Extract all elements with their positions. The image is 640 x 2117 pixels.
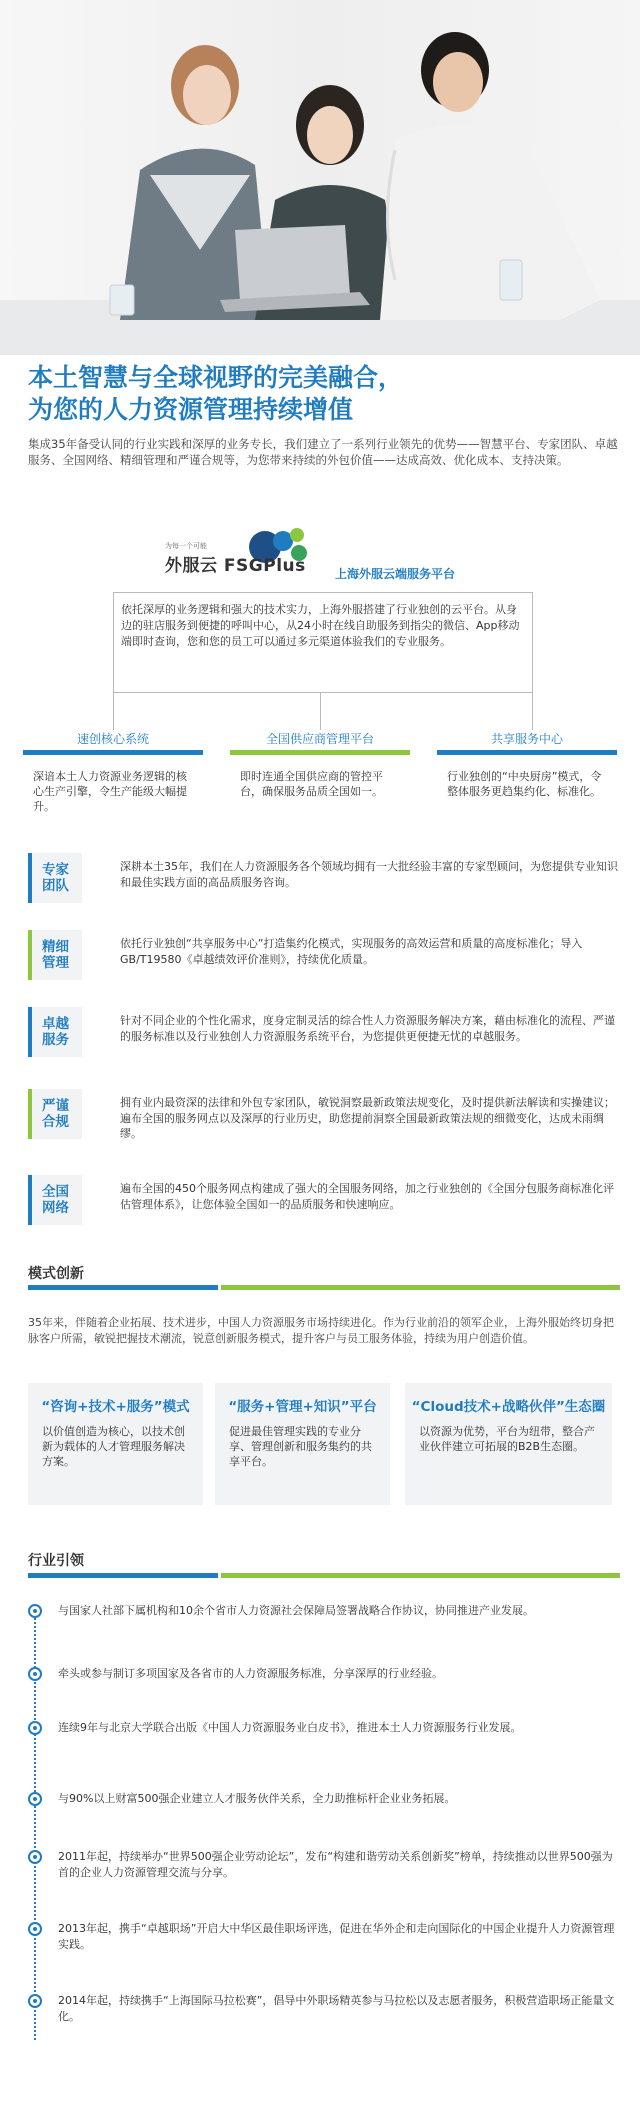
- card-title: “服务+管理+知识”平台: [228, 1399, 377, 1415]
- timeline-text: 连续9年与北京大学联合出版《中国人力资源服务业白皮书》，推进本土人力资源服务行业发展。: [58, 1721, 522, 1734]
- hero-people-illustration: [0, 0, 640, 355]
- mode-card-service: [215, 1383, 390, 1505]
- timeline-dot-icon: [28, 1721, 42, 1735]
- section-bar-industry: [28, 1573, 620, 1578]
- timeline-text: 2013年起，携手“卓越职场”开启大中华区最佳职场评选，促进在华外企和走向国际化的中国企业提升人力资源管理实践。: [58, 1922, 615, 1951]
- platform-name: 上海外服云端服务平台: [335, 567, 456, 581]
- timeline-text: 2011年起，持续举办“世界500强企业劳动论坛”，发布“构建和谐劳动关系创新奖”榜单，持续推动以世界500强为首的企业人力资源管理交流与分享。: [58, 1850, 613, 1879]
- feature-description: 拥有业内最资深的法律和外包专家团队，敏锐洞察最新政策法规变化，及时提供新法解读和实操建议；遍布全国的服务网点以及深厚的行业历史，助您提前洞察全国最新政策法规的细微变化，达成未雨绸缪。: [120, 1096, 615, 1140]
- card-text: 以价值创造为核心，以技术创新为载体的人才管理服务解决方案。: [42, 1425, 185, 1468]
- section-title-mode: 模式创新: [28, 1266, 84, 1282]
- column-text: 即时连通全国供应商的管控平台，确保服务品质全国如一。: [240, 770, 383, 798]
- connector-left: [113, 592, 114, 730]
- mode-intro: 35年来，伴随着企业拓展、技术进步，中国人力资源服务市场持续进化。作为行业前沿的领军企业，上海外服始终切身把脉客户所需，敏锐把握技术潮流，锐意创新服务模式，提升客户与员工服务体验，持续为用户创造价值。: [28, 1316, 614, 1345]
- platform-divider: [113, 592, 533, 593]
- card-text: 以资源为优势，平台为纽带，整合产业伙伴建立可拓展的B2B生态圈。: [419, 1425, 595, 1453]
- feature-excellent-service: [28, 1007, 620, 1057]
- column-title: 全国供应商管理平台: [265, 732, 374, 746]
- feature-tag-label: 专家团队: [42, 862, 69, 894]
- column-bar: [230, 750, 410, 755]
- feature-tag: [28, 1007, 82, 1057]
- connector-right: [532, 592, 533, 730]
- fsgplus-logo: [165, 523, 495, 583]
- column-supplier-platform: [230, 730, 410, 799]
- mode-card-consulting: [28, 1383, 203, 1505]
- connector-middle: [320, 692, 321, 730]
- timeline-text: 牵头或参与制订多项国家及各省市的人力资源服务标准，分享深厚的行业经验。: [58, 1667, 443, 1680]
- feature-fine-management: [28, 930, 620, 980]
- feature-tag: [28, 1089, 82, 1139]
- timeline-text: 与90%以上财富500强企业建立人才服务伙伴关系，全力助推标杆企业业务拓展。: [58, 1792, 456, 1805]
- platform-description: 依托深厚的业务逻辑和强大的技术实力，上海外服搭建了行业独创的云平台。从身边的驻店服务到便捷的呼叫中心，从24小时在线自助服务到指尖的微信、App移动端即时查询，您和您的员工可以通过多元渠道体验我们的专业服务。: [121, 603, 520, 648]
- timeline-text: 2014年起，持续携手“上海国际马拉松赛”，倡导中外职场精英参与马拉松以及志愿者服务，积极营造职场正能量文化。: [58, 1994, 615, 2023]
- timeline-dot-icon: [28, 1667, 42, 1681]
- headline-line-2: 为您的人力资源管理持续增值: [28, 396, 354, 424]
- connector-horizontal: [113, 692, 533, 693]
- intro-paragraph: 集成35年备受认同的行业实践和深厚的业务专长，我们建立了一系列行业领先的优势——智慧平台、专家团队、卓越服务、全国网络、精细管理和严谨合规等，为您带来持续的外包价值——达成高效、优化成本、支持决策。: [28, 437, 618, 467]
- section-bar-mode: [28, 1285, 620, 1290]
- timeline-text: 与国家人社部下属机构和10余个省市人力资源社会保障局签署战略合作协议，协同推进产业发展。: [58, 1604, 534, 1617]
- column-bar: [23, 750, 203, 755]
- mode-card-cloud: [405, 1383, 612, 1505]
- feature-description: 依托行业独创“共享服务中心”打造集约化模式，实现服务的高效运营和质量的高度标准化；导入GB/T19580《卓越绩效评价准则》，持续优化质量。: [120, 937, 583, 966]
- timeline-dot-icon: [28, 1850, 42, 1864]
- logo-wordmark: 外服云 FSGPlus: [165, 556, 306, 576]
- feature-description: 遍布全国的450个服务网点构建成了强大的全国服务网络，加之行业独创的《全国分包服务商标准化评估管理体系》，让您体验全国如一的品质服务和快速响应。: [120, 1182, 614, 1211]
- column-core-system: [23, 730, 203, 814]
- feature-tag-label: 严谨合规: [42, 1098, 69, 1130]
- feature-description: 针对不同企业的个性化需求，度身定制灵活的综合性人力资源服务解决方案，藉由标准化的流程、严谨的服务标准以及行业独创人力资源服务系统平台，为您提供更便捷无忧的卓越服务。: [120, 1014, 615, 1043]
- section-title-industry: 行业引领: [28, 1553, 84, 1569]
- timeline-dot-icon: [28, 1922, 42, 1936]
- column-title: 速创核心系统: [76, 732, 149, 746]
- column-bar: [437, 750, 617, 755]
- feature-expert-team: [28, 853, 620, 903]
- feature-national-network: [28, 1175, 620, 1225]
- column-title: 共享服务中心: [490, 732, 563, 746]
- headline: [28, 362, 628, 426]
- feature-strict-compliance: [28, 1089, 620, 1139]
- feature-tag-label: 卓越服务: [42, 1016, 69, 1048]
- feature-tag: [28, 930, 82, 980]
- headline-line-1: 本土智慧与全球视野的完美融合，: [28, 364, 404, 392]
- card-title: “咨询+技术+服务”模式: [41, 1399, 190, 1415]
- timeline-dot-icon: [28, 1994, 42, 2008]
- feature-tag: [28, 853, 82, 903]
- card-text: 促进最佳管理实践的专业分享、管理创新和服务集约的共享平台。: [229, 1425, 372, 1468]
- feature-description: 深耕本土35年，我们在人力资源服务各个领域均拥有一大批经验丰富的专家型顾问，为您提供专业知识和最佳实践方面的高品质服务咨询。: [120, 860, 618, 889]
- column-shared-service: [437, 730, 617, 799]
- column-text: 深谙本土人力资源业务逻辑的核心生产引擎，令生产能级大幅提升。: [33, 770, 187, 813]
- timeline-dot-icon: [28, 1792, 42, 1806]
- logo-tagline: 为每一个可能: [165, 542, 207, 550]
- feature-tag-label: 全国网络: [42, 1184, 69, 1216]
- column-text: 行业独创的“中央厨房”模式，令整体服务更趋集约化、标准化。: [447, 770, 602, 798]
- feature-tag-label: 精细管理: [42, 939, 69, 971]
- timeline-dot-icon: [28, 1604, 42, 1618]
- card-title: “Cloud技术+战略伙伴”生态圈: [411, 1399, 606, 1415]
- feature-tag: [28, 1175, 82, 1225]
- hero-photo: [0, 0, 640, 355]
